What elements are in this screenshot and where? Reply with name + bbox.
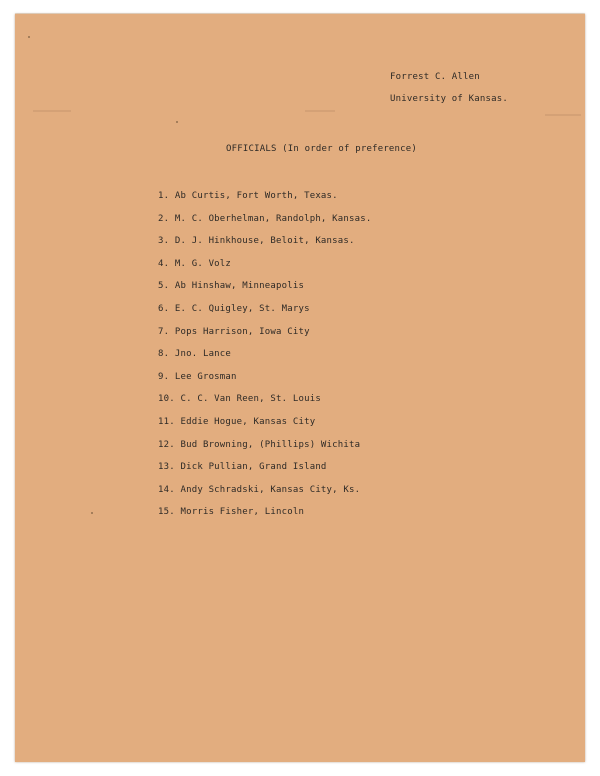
list-item: 15. Morris Fisher, Lincoln bbox=[158, 507, 305, 518]
author-name: Forrest C. Allen bbox=[390, 72, 480, 82]
list-item: 2. M. C. Oberhelman, Randolph, Kansas. bbox=[158, 213, 372, 224]
list-item: 6. E. C. Quigley, St. Marys bbox=[158, 303, 310, 314]
list-item: 1. Ab Curtis, Fort Worth, Texas. bbox=[158, 191, 338, 201]
faint-mark bbox=[305, 110, 335, 112]
list-item: 5. Ab Hinshaw, Minneapolis bbox=[158, 281, 305, 292]
document-page bbox=[15, 14, 585, 762]
list-item: 13. Dick Pullian, Grand Island bbox=[158, 462, 327, 473]
list-item: 4. M. G. Volz bbox=[158, 258, 232, 269]
author-institution: University of Kansas. bbox=[390, 94, 508, 104]
list-item: 9. Lee Grosman bbox=[158, 371, 237, 382]
list-item: 7. Pops Harrison, Iowa City bbox=[158, 326, 310, 337]
officials-list bbox=[158, 189, 372, 528]
faint-mark bbox=[545, 114, 581, 116]
list-item: 8. Jno. Lance bbox=[158, 349, 232, 360]
page-title: OFFICIALS (In order of preference) bbox=[226, 144, 418, 154]
faint-mark bbox=[33, 110, 71, 112]
list-item: 10. C. C. Van Reen, St. Louis bbox=[158, 394, 321, 405]
paper-speck bbox=[91, 512, 93, 514]
list-item: 12. Bud Browning, (Phillips) Wichita bbox=[158, 439, 361, 450]
list-item: 3. D. J. Hinkhouse, Beloit, Kansas. bbox=[158, 236, 355, 247]
list-item: 11. Eddie Hogue, Kansas City bbox=[158, 416, 316, 427]
paper-speck bbox=[176, 121, 178, 123]
letterhead bbox=[390, 66, 508, 110]
list-item: 14. Andy Schradski, Kansas City, Ks. bbox=[158, 484, 361, 495]
paper-speck bbox=[28, 36, 30, 38]
